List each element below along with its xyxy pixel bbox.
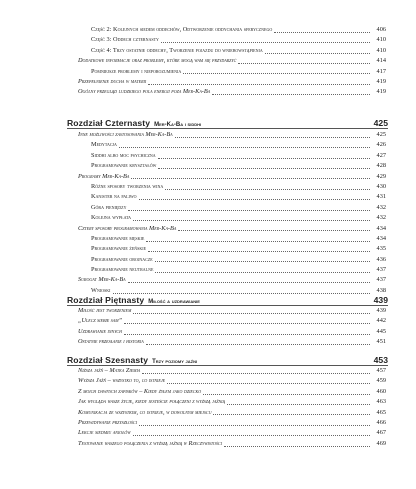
toc-entry-title: Ostatnie przesłanie i historia (78, 338, 144, 346)
toc-entry (0, 408, 416, 418)
toc-entry-title: Programy Mer-Ka-Ba (78, 172, 130, 180)
toc-entry-title: Testowanie waszego połączenia z wyższą jaźnią w Rzeczywistości (78, 439, 222, 447)
chapter-entries (0, 366, 416, 449)
toc-entry-page-number: 432 (376, 214, 386, 222)
toc-entry-page-number: 436 (376, 255, 386, 263)
toc-entry-page-number: 460 (376, 387, 386, 395)
dot-leader (158, 168, 370, 169)
toc-entry-page-number: 426 (376, 141, 386, 149)
toc-entry-page-number: 451 (376, 338, 386, 346)
toc-entry-page-number: 463 (376, 398, 386, 406)
chapter-heading (67, 351, 388, 366)
dot-leader (139, 199, 370, 200)
toc-entry-page-number: 445 (376, 327, 386, 335)
toc-entry (0, 87, 416, 97)
toc-entry-title: Programowanie żeńskie (91, 245, 147, 253)
toc-entry-title: Medytacja (91, 141, 117, 149)
dot-leader (161, 42, 370, 43)
dot-leader (227, 404, 370, 405)
toc-entry (0, 130, 416, 140)
dot-leader (133, 220, 370, 221)
chapter-subtitle: Mer-Ka-Ba i siddhi (154, 122, 202, 128)
toc-entry-title: Komunikacja ze wszystkim, co istnieje, w dowolnym miejscu (78, 408, 212, 416)
toc-entry-title: Ogólny przegląd ludzkiego pola energii poza Mer-Ka-Ba (78, 88, 211, 96)
toc-entry-title: Lekcje siedmiu aniołów (78, 429, 131, 437)
toc-entry (0, 151, 416, 161)
dot-leader (178, 230, 370, 231)
toc-entry-page-number: 437 (376, 276, 386, 284)
dot-leader (131, 178, 370, 179)
toc-top-section (0, 25, 416, 98)
toc-entry (0, 387, 416, 397)
chapter-title: Rozdział Szesnasty (67, 355, 149, 365)
toc-entry-page-number: 437 (376, 266, 386, 274)
chapter-page-number: 425 (373, 118, 388, 128)
toc-entry (0, 56, 416, 66)
dot-leader (142, 373, 370, 374)
dot-leader (133, 313, 370, 314)
dot-leader (119, 147, 370, 148)
chapter-subtitle: Miłość a uzdrawianie (148, 299, 200, 305)
chapter-entries (0, 306, 416, 348)
dot-leader (203, 394, 370, 395)
toc-entry (0, 327, 416, 337)
toc-entry-title: Programowanie obojnacze (91, 255, 153, 263)
chapter-page-number: 439 (373, 295, 388, 305)
toc-entry-title: Dodatkowe informacje oraz problemy, które mogą wam się przydarzyć (78, 57, 237, 65)
dot-leader (175, 137, 370, 138)
toc-entry-title: Inne możliwości zastosowania Mer-Ka-Ba (78, 130, 173, 138)
toc-entry (0, 192, 416, 202)
dot-leader (213, 414, 370, 415)
chapter-heading (67, 291, 388, 306)
toc-entry-title: „Ulecz siebie sam” (78, 317, 123, 325)
toc-entry-title: Programowanie męskie (91, 234, 145, 242)
toc-entry-page-number: 410 (376, 46, 386, 54)
toc-entry-page-number: 459 (376, 377, 386, 385)
dot-leader (238, 63, 370, 64)
toc-entry-title: Góra pieniędzy (91, 203, 127, 211)
toc-entry-page-number: 467 (376, 429, 386, 437)
chapter-page-number: 453 (373, 355, 388, 365)
toc-entry (0, 46, 416, 56)
chapter-heading (67, 114, 388, 129)
toc-entry (0, 244, 416, 254)
toc-entry-page-number: 442 (376, 317, 386, 325)
chapter-title: Rozdział Czternasty (67, 118, 151, 128)
toc-entry-page-number: 432 (376, 203, 386, 211)
toc-entry-page-number: 434 (376, 224, 386, 232)
toc-entry-title: Kolejna wypłata (91, 214, 132, 222)
toc-entry-page-number: 428 (376, 162, 386, 170)
toc-entry (0, 140, 416, 150)
dot-leader (146, 241, 370, 242)
toc-entry (0, 275, 416, 285)
toc-entry-title: Część 3: Oddech czternasty (91, 36, 159, 44)
toc-entry (0, 35, 416, 45)
toc-entry-title: Miłość jest tworzeniem (78, 306, 132, 314)
toc-entry (0, 306, 416, 316)
toc-entry-page-number: 427 (376, 151, 386, 159)
toc-entry (0, 428, 416, 438)
toc-entry-page-number: 414 (376, 57, 386, 65)
dot-leader (158, 158, 370, 159)
toc-entry-title: Kanister na paliwo (91, 193, 137, 201)
dot-leader (139, 425, 370, 426)
toc-entry-title: Niższa jaźń – Matka Ziemia (78, 366, 141, 374)
toc-entry-title: Pomniejsze problemy i nieporozumienia (91, 67, 182, 75)
dot-leader (212, 94, 370, 95)
dot-leader (183, 73, 370, 74)
dot-leader (148, 84, 370, 85)
toc-entry (0, 366, 416, 376)
dot-leader (155, 261, 370, 262)
dot-leader (128, 210, 370, 211)
toc-entry-title: Programowanie kryształów (91, 162, 157, 170)
toc-entry (0, 255, 416, 265)
toc-entry-title: Uzdrawianie innych (78, 327, 122, 335)
toc-entry-page-number: 465 (376, 408, 386, 416)
toc-entry (0, 224, 416, 234)
toc-entry (0, 161, 416, 171)
chapter-title: Rozdział Piętnasty (67, 295, 145, 305)
toc-entry-title: Różne sposoby tworzenia wina (91, 182, 164, 190)
toc-entry (0, 337, 416, 347)
toc-entry (0, 439, 416, 449)
toc-entry (0, 397, 416, 407)
dot-leader (124, 323, 370, 324)
dot-leader (124, 334, 370, 335)
toc-entry-title: Siddhi albo moc psychiczna (91, 151, 156, 159)
dot-leader (128, 282, 370, 283)
toc-entry-page-number: 438 (376, 286, 386, 294)
toc-entry-title: Cztery sposoby programowania Mer-Ka-Ba (78, 224, 177, 232)
toc-entry-page-number: 419 (376, 77, 386, 85)
dot-leader (146, 344, 370, 345)
dot-leader (274, 32, 370, 33)
toc-entry-page-number: 466 (376, 418, 386, 426)
toc-entry-page-number: 406 (376, 25, 386, 33)
toc-entry-title: Surogat Mer-Ka-Ba (78, 276, 126, 284)
toc-entry-page-number: 434 (376, 234, 386, 242)
toc-entry-page-number: 457 (376, 366, 386, 374)
toc-entry-page-number: 419 (376, 88, 386, 96)
toc-entry-title: Wyższa Jaźń – wszystko to, co istnieje (78, 377, 166, 385)
toc-entry-page-number: 417 (376, 67, 386, 75)
toc-entry (0, 172, 416, 182)
toc-entry-page-number: 435 (376, 245, 386, 253)
toc-entry (0, 25, 416, 35)
dot-leader (165, 189, 370, 190)
toc-entry-page-number: 425 (376, 130, 386, 138)
dot-leader (265, 53, 370, 54)
toc-entry (0, 77, 416, 87)
dot-leader (155, 272, 370, 273)
toc-entry (0, 418, 416, 428)
dot-leader (133, 435, 370, 436)
chapter-subtitle: Trzy poziomy jaźni (152, 359, 198, 365)
toc-entry (0, 376, 416, 386)
toc-entry-page-number: 430 (376, 182, 386, 190)
toc-entry-title: Jak wygląda wasze życie, kiedy jesteście połączeni z wyższą jaźnią (78, 398, 225, 406)
toc-entry (0, 182, 416, 192)
toc-entry (0, 316, 416, 326)
toc-entry (0, 67, 416, 77)
toc-entry-page-number: 410 (376, 36, 386, 44)
dot-leader (167, 383, 370, 384)
toc-entry (0, 234, 416, 244)
toc-entry-title: Część 2: Kolejnych siedem oddechów, Odtworzenie oddychania sferycznego (91, 25, 273, 33)
toc-entry-page-number: 431 (376, 193, 386, 201)
toc-entry (0, 265, 416, 275)
chapter-entries (0, 130, 416, 296)
toc-entry (0, 213, 416, 223)
toc-entry-page-number: 469 (376, 439, 386, 447)
toc-entry-title: Część 4: Trzy ostatnie oddechy, Tworzenie pojazdu do wniebowstąpienia (91, 46, 263, 54)
toc-entry (0, 203, 416, 213)
toc-entry-title: Z moich dawnych zapisków – Kiedy żyłem jako dziecko (78, 387, 202, 395)
toc-entry-title: Przepełnienie ducha w materii (78, 77, 147, 85)
toc-entry-title: Programowanie neutralne (91, 266, 154, 274)
toc-entry-title: Przewidywanie przyszłości (78, 418, 137, 426)
toc-entry-page-number: 429 (376, 172, 386, 180)
dot-leader (224, 446, 370, 447)
dot-leader (148, 251, 370, 252)
toc-entry-title: Wnioski (91, 286, 111, 294)
toc-entry-page-number: 439 (376, 306, 386, 314)
